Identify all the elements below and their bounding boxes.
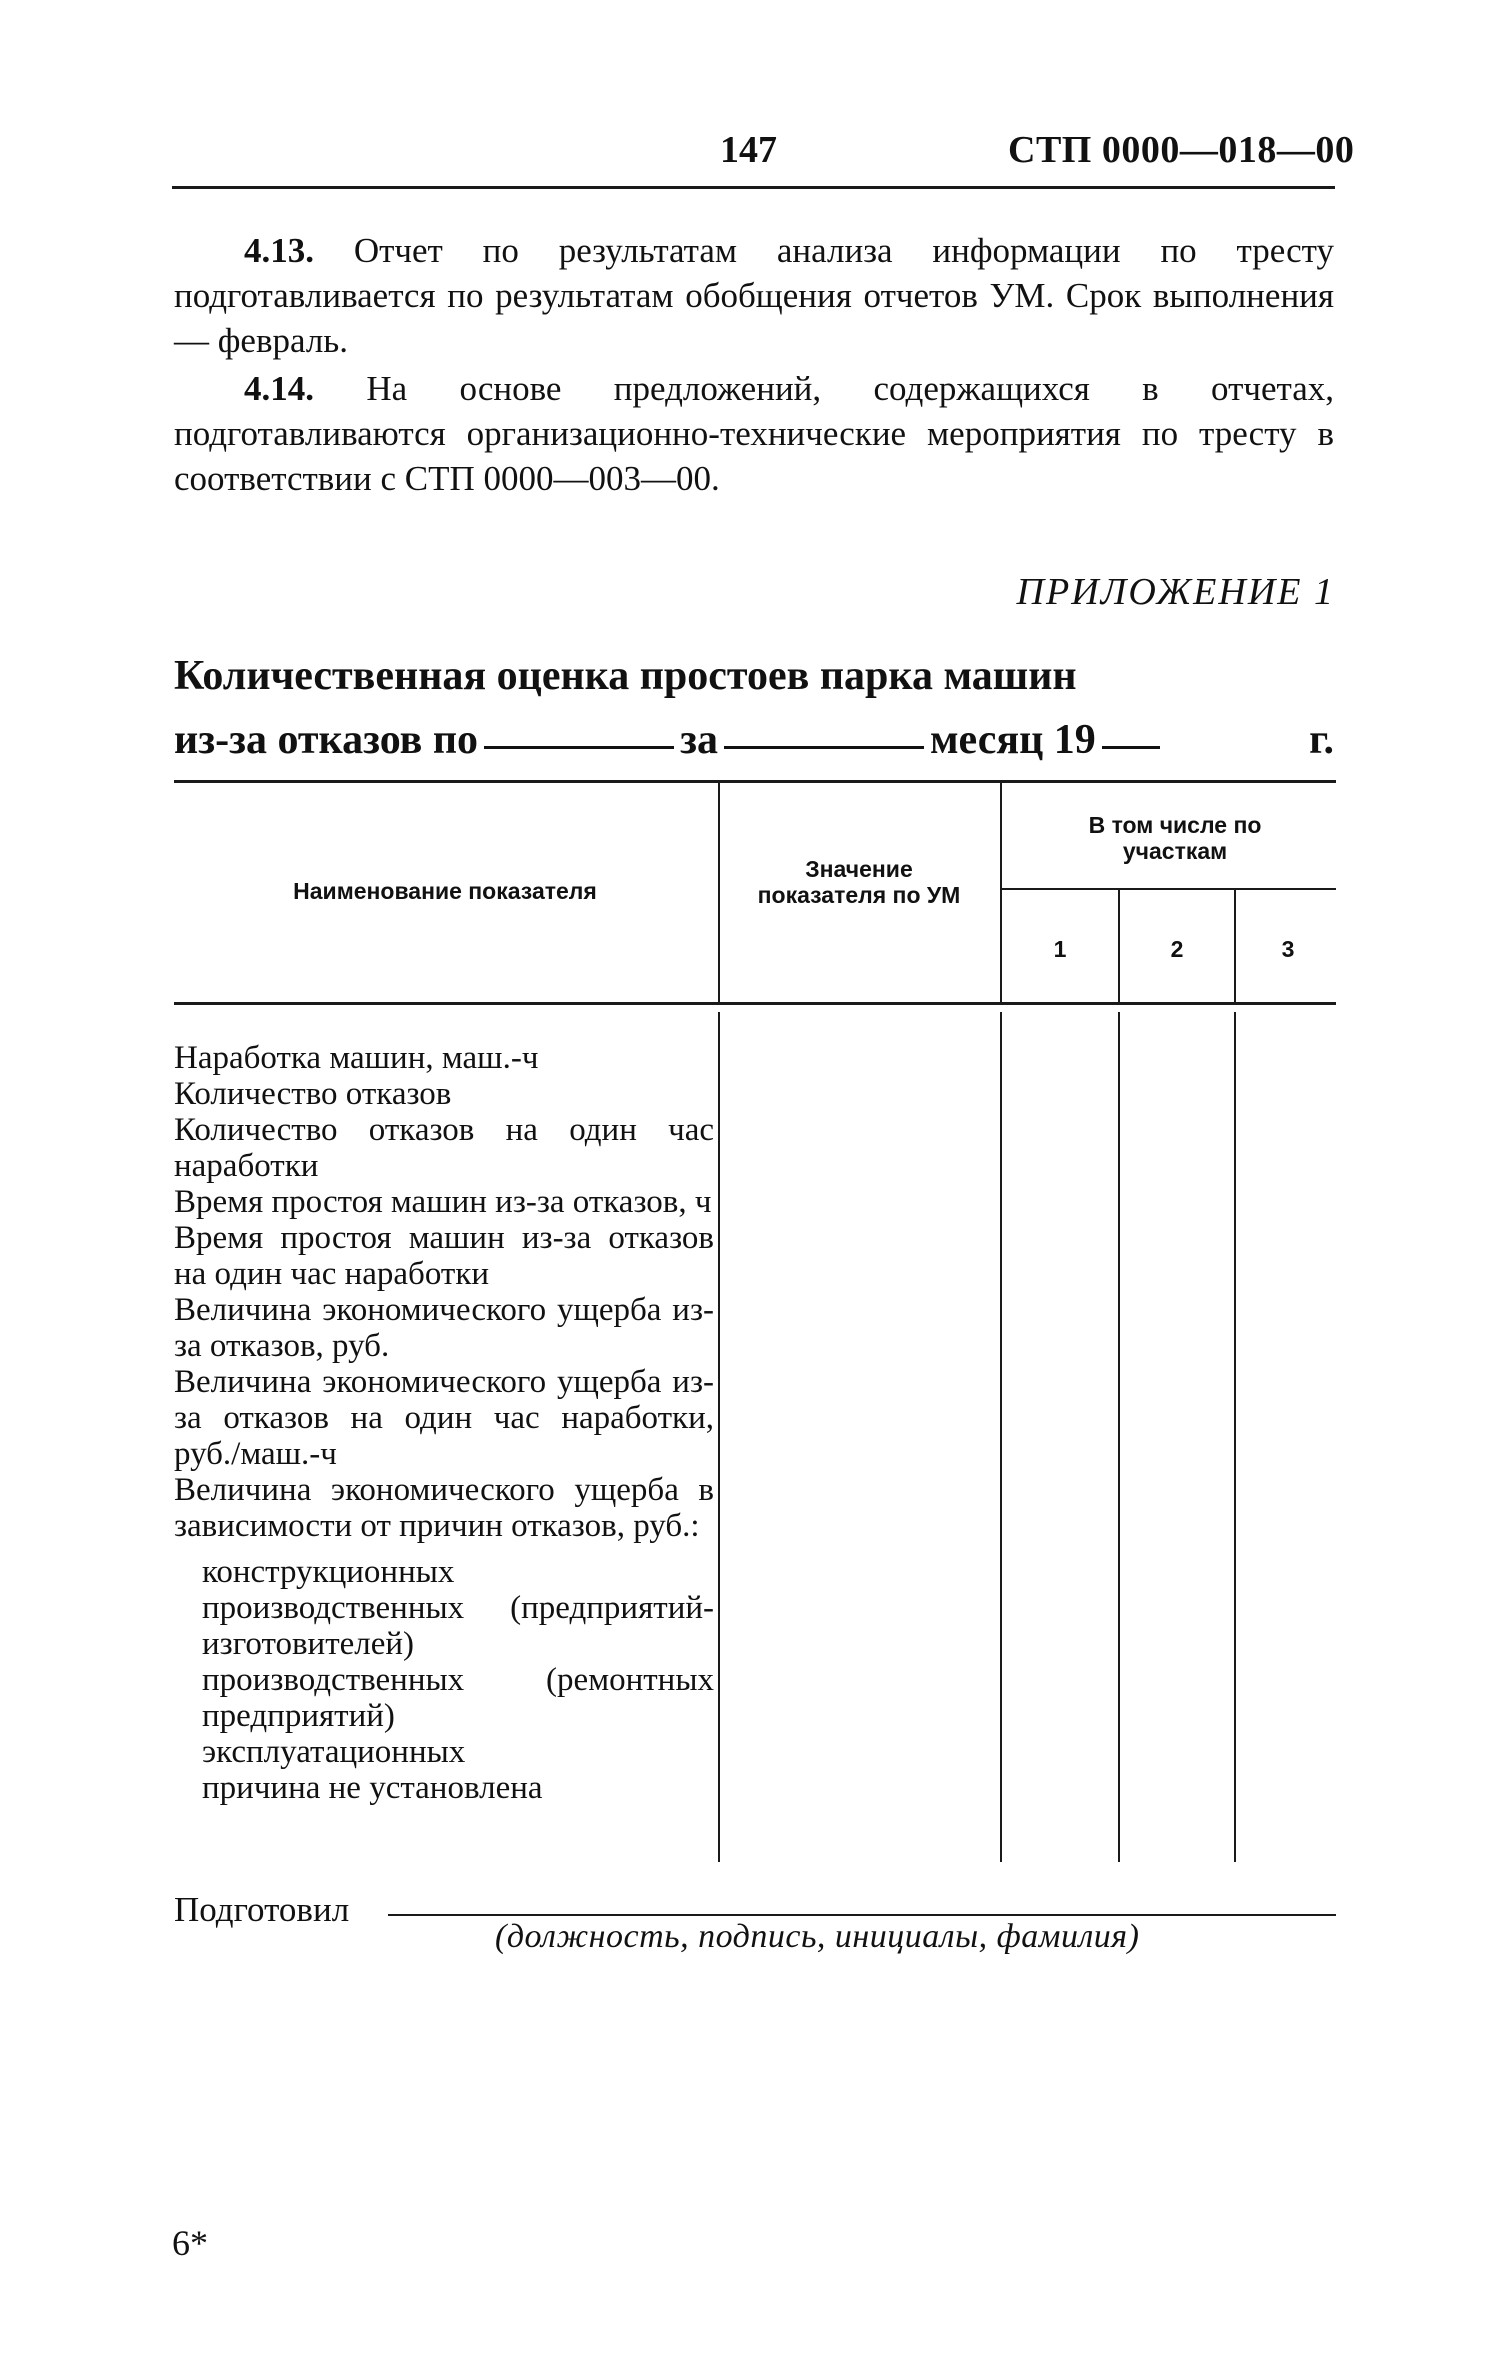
table-row: Количество отказов [174, 1076, 452, 1112]
table-vline [1234, 1012, 1236, 1862]
title-part-d: г. [1309, 717, 1334, 763]
col-header-value: Значение показателя по УМ [757, 856, 961, 908]
table-row: эксплуатационных [202, 1734, 466, 1770]
table-subheader-rule [1002, 888, 1336, 890]
document-code: СТП 0000—018—00 [1008, 129, 1355, 171]
signature-label: Подготовил [174, 1890, 350, 1929]
footer-signature-mark: 6* [172, 2223, 208, 2263]
table-vline [1118, 890, 1120, 1002]
col-header-section-1: 1 [1053, 936, 1067, 962]
col-header-indicator: Наименование показателя [293, 878, 597, 904]
col-header-section-2: 2 [1170, 936, 1184, 962]
table-vline [1000, 783, 1002, 1002]
table-header-bottom-rule [174, 1002, 1336, 1005]
blank-month-field[interactable] [724, 746, 924, 749]
signature-line[interactable] [388, 1914, 1336, 1916]
table-row: Количество отказов на один час наработки [174, 1112, 714, 1184]
table-row: конструкционных [202, 1554, 455, 1590]
blank-year-field[interactable] [1102, 746, 1160, 749]
appendix-label: ПРИЛОЖЕНИЕ 1 [1016, 571, 1335, 613]
table-vline [1234, 890, 1236, 1002]
signature-caption: (должность, подпись, инициалы, фамилия) [495, 1918, 1140, 1955]
table-row: Время простоя машин из-за отказов, ч [174, 1184, 712, 1220]
page-number: 147 [720, 129, 777, 171]
table-vline [1118, 1012, 1120, 1862]
paragraph-4-14 [174, 366, 1334, 501]
table-vline [718, 783, 720, 1002]
paragraph-4-13 [174, 228, 1334, 363]
table-row: причина не установлена [202, 1770, 543, 1806]
col-header-sections-group: В том числе по участкам [1088, 812, 1262, 864]
table-row: Величина экономического ущерба из-за отказов на один час наработки, руб./маш.-ч [174, 1364, 714, 1472]
header-rule [172, 186, 1335, 189]
table-vline [1000, 1012, 1002, 1862]
table-row: Величина экономического ущерба из-за отказов, руб. [174, 1292, 714, 1364]
table-row: производственных (предприятий-изготовителей) [202, 1590, 714, 1662]
table-row: Время простоя машин из-за отказов на один час наработки [174, 1220, 714, 1292]
paragraph-text: На основе предложений, содержащихся в отчетах, подготавливаются организационно-технические мероприятия по тресту в соответствии с СТП 0000—003—00. [174, 369, 1335, 498]
form-title-line2 [174, 716, 1334, 764]
paragraph-text: Отчет по результатам анализа информации по тресту подготавливается по результатам обобщения отчетов УМ. Срок выполнения — февраль. [174, 231, 1334, 360]
table-row: Величина экономического ущерба в зависимости от причин отказов, руб.: [174, 1472, 714, 1544]
paragraph-number: 4.13. [244, 231, 314, 270]
table-row: производственных (ремонтных предприятий) [202, 1662, 714, 1734]
paragraph-number: 4.14. [244, 369, 314, 408]
title-part-a: из-за отказов по [174, 717, 479, 763]
title-part-c: месяц 19 [929, 717, 1096, 763]
form-title-line1: Количественная оценка простоев парка машин [174, 653, 1077, 699]
blank-trust-field[interactable] [484, 746, 674, 749]
table-top-rule [174, 780, 1336, 783]
title-part-b: за [680, 717, 718, 763]
col-header-section-3: 3 [1281, 936, 1295, 962]
table-body [174, 1040, 714, 1806]
table-vline [718, 1012, 720, 1862]
table-row: Наработка машин, маш.-ч [174, 1040, 539, 1076]
